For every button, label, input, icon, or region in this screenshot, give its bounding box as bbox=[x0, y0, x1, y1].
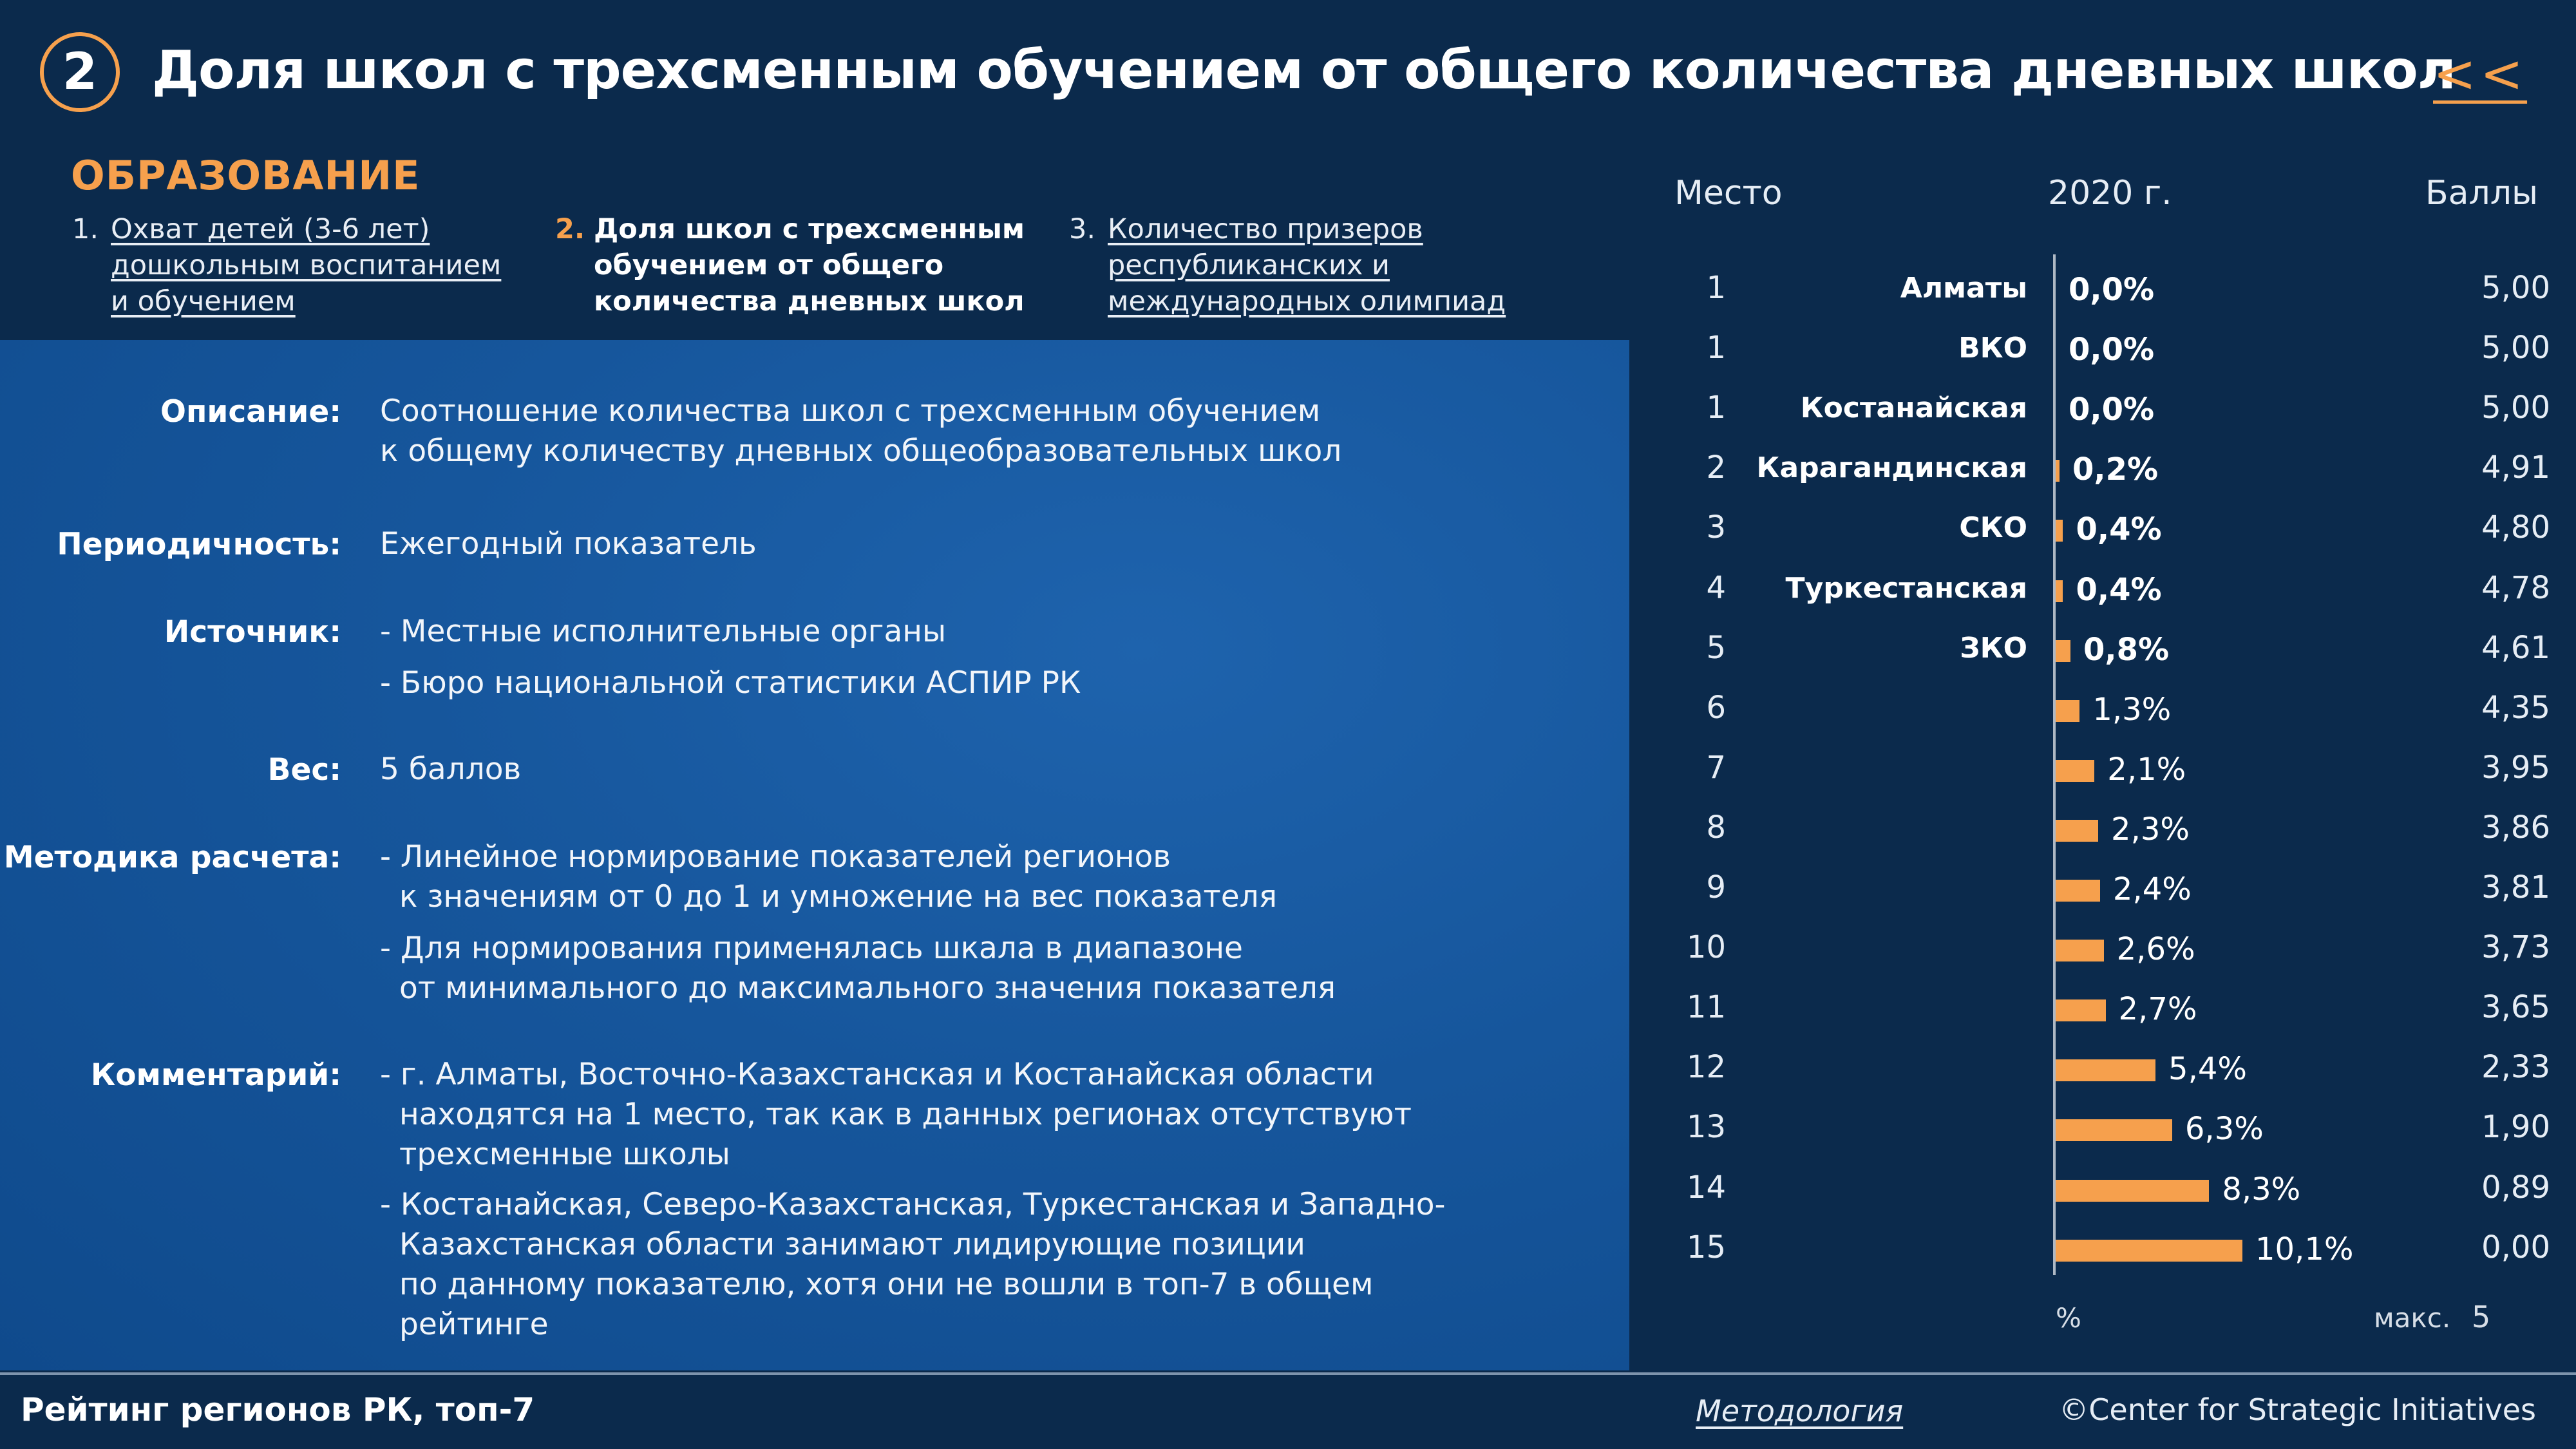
value-label: 0,4% bbox=[2076, 511, 2162, 548]
value-bar bbox=[2056, 1059, 2155, 1081]
score-value: 3,73 bbox=[2481, 929, 2550, 966]
region-name: ЗКО bbox=[1960, 631, 2027, 665]
page-title: Доля школ с трехсменным обучением от общего количества дневных школ bbox=[152, 40, 2456, 101]
value-label: 6,3% bbox=[2184, 1111, 2264, 1148]
rank-number: 7 bbox=[1706, 749, 1726, 786]
value-bar bbox=[2056, 640, 2070, 662]
value-label: 0,8% bbox=[2083, 631, 2170, 668]
rank-number: 13 bbox=[1686, 1109, 1726, 1146]
ranking-row bbox=[0, 500, 2576, 560]
comment-item: - Костанайская, Северо-Казахстанская, Туркестанская и Западно- Казахстанская области занимают лидирующие позиции по данному показателю, хотя они не вошли в топ-7 в общем рейтинге bbox=[380, 1187, 1446, 1342]
rank-number: 4 bbox=[1706, 569, 1726, 606]
ranking-row bbox=[0, 561, 2576, 621]
rank-number: 12 bbox=[1686, 1049, 1726, 1086]
axis-unit-label: % bbox=[2056, 1302, 2081, 1334]
nav-item-number: 2. bbox=[555, 213, 585, 245]
value-bar bbox=[2056, 460, 2060, 482]
source-item: - Местные исполнительные органы bbox=[380, 614, 947, 649]
rank-number: 1 bbox=[1706, 330, 1726, 366]
footer-title: Рейтинг регионов РК, топ-7 bbox=[21, 1391, 535, 1428]
comment-item: - г. Алматы, Восточно-Казахстанская и Костанайская области находятся на 1 место, так как в данных регионах отсутствуют трехсменные школы bbox=[380, 1057, 1412, 1172]
description-label: Описание: bbox=[160, 394, 341, 430]
value-label: 0,0% bbox=[2069, 332, 2155, 368]
max-label: макс. bbox=[2374, 1302, 2451, 1334]
value-bar bbox=[2056, 580, 2063, 602]
periodicity-label: Периодичность: bbox=[57, 527, 341, 562]
weight-label: Вес: bbox=[267, 752, 341, 788]
value-label: 2,1% bbox=[2107, 751, 2186, 788]
rank-number: 5 bbox=[1706, 629, 1726, 666]
value-label: 0,0% bbox=[2069, 392, 2155, 428]
value-bar bbox=[2056, 1180, 2209, 1202]
rank-number: 14 bbox=[1686, 1169, 1726, 1206]
value-bar bbox=[2056, 880, 2100, 902]
rank-number: 6 bbox=[1706, 689, 1726, 726]
value-bar bbox=[2056, 1119, 2172, 1141]
value-bar bbox=[2056, 700, 2079, 722]
nav-item-label: Количество призеров республиканских и международных олимпиад bbox=[1108, 213, 1506, 317]
score-value: 4,78 bbox=[2481, 569, 2550, 606]
footer-divider bbox=[0, 1372, 2576, 1375]
score-value: 1,90 bbox=[2481, 1109, 2550, 1146]
score-value: 4,80 bbox=[2481, 509, 2550, 546]
value-label: 10,1% bbox=[2255, 1231, 2354, 1267]
value-bar bbox=[2056, 1240, 2242, 1262]
value-label: 2,7% bbox=[2118, 991, 2197, 1028]
nav-item-number: 1. bbox=[72, 213, 99, 245]
region-name: СКО bbox=[1959, 511, 2027, 545]
region-name: Карагандинская bbox=[1756, 451, 2027, 485]
ranking-row bbox=[0, 1220, 2576, 1280]
ranking-row bbox=[0, 920, 2576, 980]
value-label: 5,4% bbox=[2168, 1051, 2247, 1088]
copyright: ©Center for Strategic Initiatives bbox=[2059, 1392, 2536, 1427]
value-label: 1,3% bbox=[2092, 691, 2172, 728]
ranking-row bbox=[0, 621, 2576, 681]
value-label: 2,4% bbox=[2112, 871, 2192, 907]
score-value: 4,35 bbox=[2481, 689, 2550, 726]
ranking-row bbox=[0, 681, 2576, 741]
value-label: 0,4% bbox=[2076, 571, 2162, 608]
value-label: 2,6% bbox=[2116, 931, 2195, 968]
ranking-row bbox=[0, 440, 2576, 500]
rank-number: 15 bbox=[1686, 1229, 1726, 1265]
source-item: - Бюро национальной статистики АСПИР РК bbox=[380, 665, 1081, 701]
value-label: 8,3% bbox=[2222, 1171, 2301, 1208]
score-value: 4,91 bbox=[2481, 450, 2550, 486]
score-value: 5,00 bbox=[2481, 330, 2550, 366]
value-bar bbox=[2056, 940, 2104, 961]
ranking-row bbox=[0, 261, 2576, 321]
score-value: 3,86 bbox=[2481, 809, 2550, 846]
comment-label: Комментарий: bbox=[90, 1057, 341, 1093]
ranking-row bbox=[0, 741, 2576, 800]
rank-number: 9 bbox=[1706, 869, 1726, 905]
max-value: 5 bbox=[2472, 1300, 2491, 1334]
region-name: Костанайская bbox=[1800, 392, 2027, 425]
score-value: 2,33 bbox=[2481, 1049, 2550, 1086]
ranking-row bbox=[0, 980, 2576, 1040]
score-value: 0,89 bbox=[2481, 1169, 2550, 1206]
description-value: Соотношение количества школ с трехсменным обучением к общему количеству дневных общеобразовательных школ bbox=[380, 393, 1342, 469]
rank-number: 8 bbox=[1706, 809, 1726, 846]
rank-number: 10 bbox=[1686, 929, 1726, 966]
score-value: 3,65 bbox=[2481, 989, 2550, 1026]
rank-number: 11 bbox=[1686, 989, 1726, 1026]
value-label: 0,2% bbox=[2072, 451, 2159, 488]
score-value: 3,95 bbox=[2481, 749, 2550, 786]
score-value: 0,00 bbox=[2481, 1229, 2550, 1265]
method-label: Методика расчета: bbox=[3, 840, 341, 875]
weight-value: 5 баллов bbox=[380, 752, 522, 787]
methodology-link[interactable]: Методология bbox=[1696, 1394, 1904, 1428]
periodicity-value: Ежегодный показатель bbox=[380, 526, 757, 562]
ranking-row bbox=[0, 321, 2576, 381]
score-value: 4,61 bbox=[2481, 629, 2550, 666]
nav-item-number: 3. bbox=[1069, 213, 1096, 245]
column-header-year: 2020 г. bbox=[2048, 174, 2172, 213]
ranking-row bbox=[0, 860, 2576, 920]
section-title: ОБРАЗОВАНИЕ bbox=[71, 152, 421, 199]
column-header-score: Баллы bbox=[2425, 174, 2539, 213]
rank-number: 1 bbox=[1706, 390, 1726, 426]
rank-number: 3 bbox=[1706, 509, 1726, 546]
region-name: Туркестанская bbox=[1785, 571, 2027, 605]
score-value: 3,81 bbox=[2481, 869, 2550, 905]
nav-item-label: Охват детей (3-6 лет) дошкольным воспитанием и обучением bbox=[111, 213, 502, 317]
value-bar bbox=[2056, 760, 2094, 782]
indicator-number: 2 bbox=[62, 43, 98, 101]
column-header-rank: Место bbox=[1674, 174, 1783, 213]
back-button[interactable]: << bbox=[2433, 44, 2528, 104]
value-bar bbox=[2056, 820, 2098, 842]
value-label: 0,0% bbox=[2069, 272, 2155, 308]
source-label: Источник: bbox=[164, 614, 341, 650]
ranking-row bbox=[0, 1100, 2576, 1160]
indicator-number-badge bbox=[40, 32, 120, 112]
method-item: - Линейное нормирование показателей регионов к значениям от 0 до 1 и умножение на вес показателя bbox=[380, 839, 1277, 914]
score-value: 5,00 bbox=[2481, 270, 2550, 306]
ranking-row bbox=[0, 1040, 2576, 1100]
ranking-row bbox=[0, 800, 2576, 860]
score-value: 5,00 bbox=[2481, 390, 2550, 426]
region-name: ВКО bbox=[1958, 332, 2027, 365]
region-name: Алматы bbox=[1900, 272, 2027, 305]
method-item: - Для нормирования применялась шкала в диапазоне от минимального до максимального значения показателя bbox=[380, 931, 1336, 1006]
value-bar bbox=[2056, 520, 2063, 542]
rank-number: 1 bbox=[1706, 270, 1726, 306]
nav-item-label: Доля школ с трехсменным обучением от общего количества дневных школ bbox=[594, 213, 1025, 317]
ranking-row bbox=[0, 381, 2576, 440]
value-bar bbox=[2056, 999, 2106, 1021]
value-label: 2,3% bbox=[2111, 811, 2190, 848]
rank-number: 2 bbox=[1706, 450, 1726, 486]
ranking-row bbox=[0, 1160, 2576, 1220]
